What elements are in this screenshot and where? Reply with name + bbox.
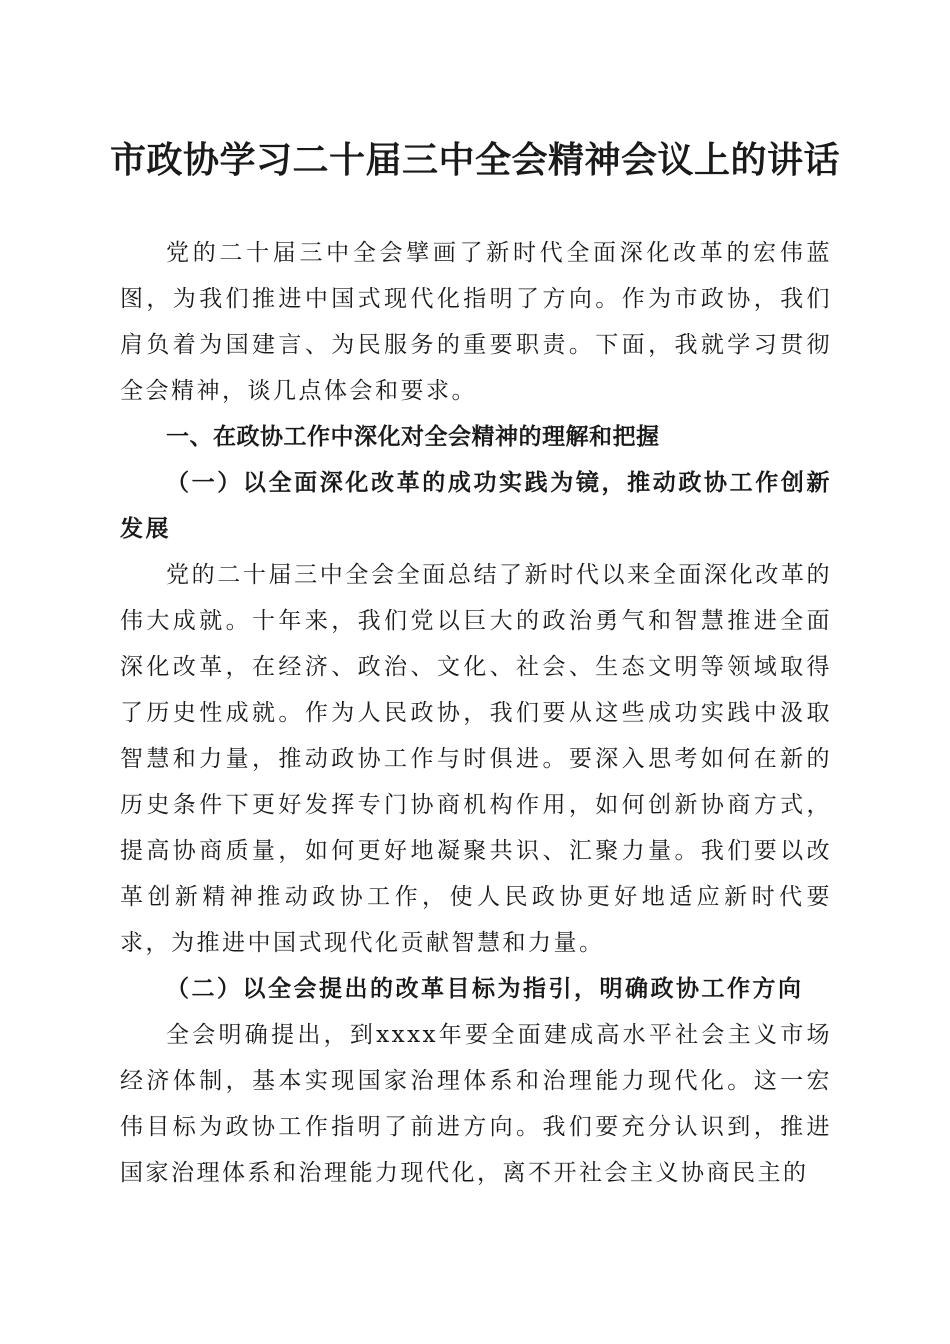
document-title: 市政协学习二十届三中全会精神会议上的讲话 (109, 139, 840, 181)
intro-paragraph: 党的二十届三中全会擘画了新时代全面深化改革的宏伟蓝图，为我们推进中国式现代化指明了方向。作为市政协，我们肩负着为国建言、为民服务的重要职责。下面，我就学习贯彻全会精神，谈几点体会和要求。 (120, 240, 832, 404)
section-heading-1: 一、在政协工作中深化对全会精神的理解和把握 (166, 424, 660, 450)
subsection-heading-1: （一）以全面深化改革的成功实践为镜，推动政协工作创新发展 (120, 469, 832, 542)
subsection-1-paragraph: 党的二十届三中全会全面总结了新时代以来全面深化改革的伟大成就。十年来，我们党以巨大的政治勇气和智慧推进全面深化改革，在经济、政治、文化、社会、生态文明等领域取得了历史性成就。作为人民政协，我们要从这些成功实践中汲取智慧和力量，推动政协工作与时俱进。要深入思考如何在新的历史条件下更好发挥专门协商机构作用，如何创新协商方式，提高协商质量，如何更好地凝聚共识、汇聚力量。我们要以改革创新精神推动政协工作，使人民政协更好地适应新时代要求，为推进中国式现代化贡献智慧和力量。 (120, 562, 832, 956)
document-body (120, 230, 832, 1196)
subsection-2-paragraph: 全会明确提出，到xxxx年要全面建成高水平社会主义市场经济体制，基本实现国家治理体系和治理能力现代化。这一宏伟目标为政协工作指明了前进方向。我们要充分认识到，推进国家治理体系和治理能力现代化，离不开社会主义协商民主的 (120, 1022, 832, 1186)
subsection-heading-2: （二）以全会提出的改革目标为指引，明确政协工作方向 (166, 975, 804, 1002)
